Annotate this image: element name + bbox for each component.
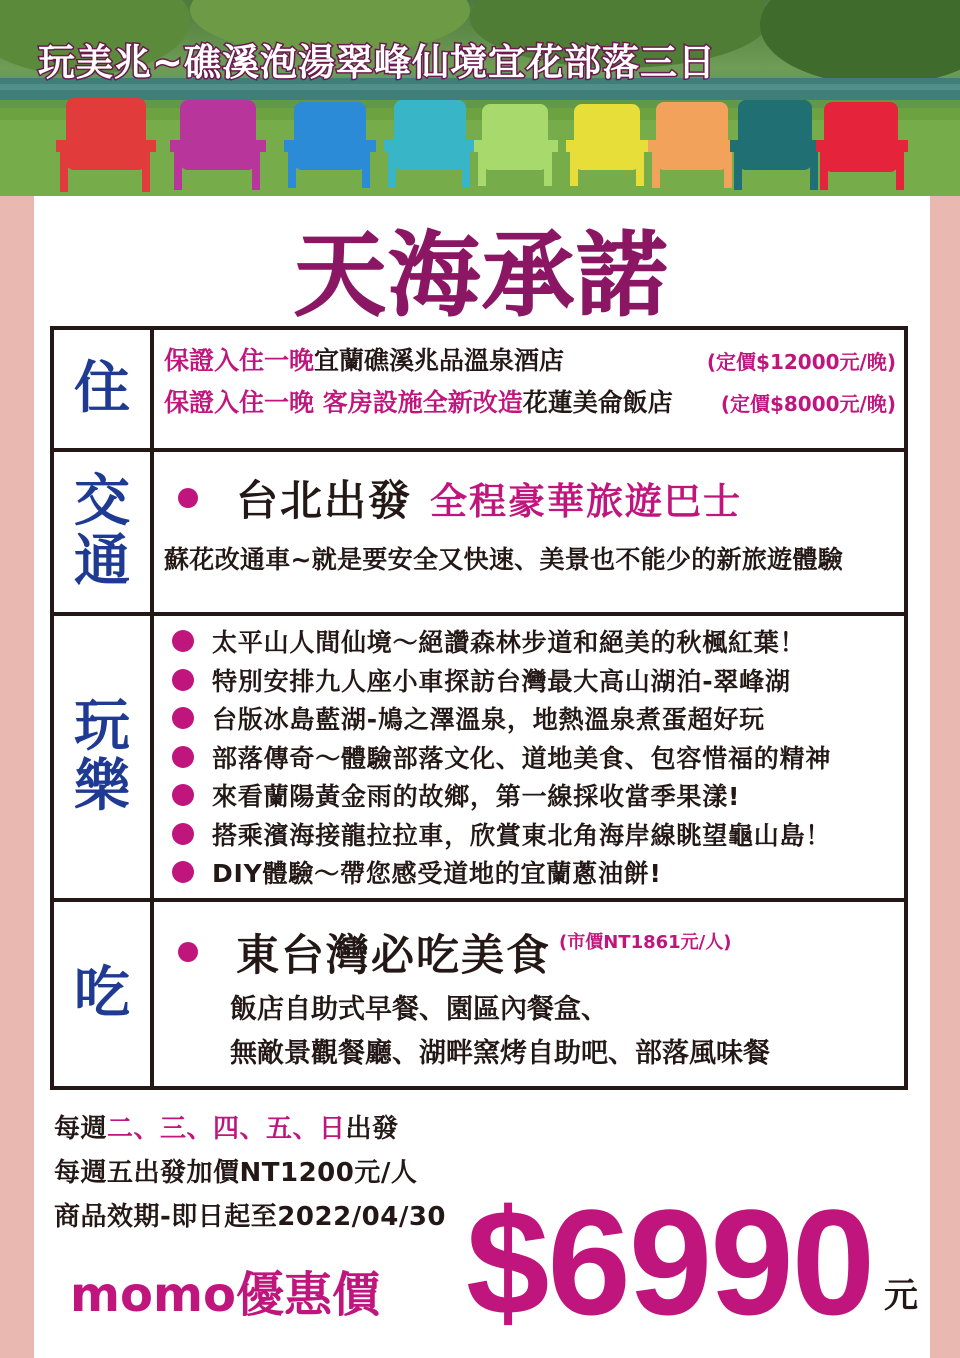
price-unit: 元 [884,1276,918,1316]
food-line-1: 飯店自助式早餐、園區內餐盒、 [230,994,608,1025]
stay-heading-text: 住 [74,355,130,421]
food-title: 東台灣必吃美食 [236,930,551,981]
brand-title: 天海承諾 [293,222,670,329]
play-body [154,616,904,898]
play-heading-char-1: 玩 [74,693,130,759]
bullet-dot-icon [172,630,194,652]
play-row [54,612,904,898]
friday-surcharge: 每週五出發加價NT1200元/人 [54,1158,418,1188]
stay-row [54,330,904,448]
stay-line-2-price: (定價$8000元/晚) [720,392,896,416]
stay-line-2 [164,382,896,424]
bullet-dot-icon [172,669,194,691]
itinerary-table [50,326,908,1090]
promo-price-amount: $6990 [466,1178,874,1346]
stay-line-1 [164,340,896,382]
lake-chairs-photo [0,0,960,196]
list-item [164,622,896,661]
list-item [164,699,896,738]
play-item-text: DIY體驗～帶您感受道地的宜蘭蔥油餅! [212,859,662,889]
play-item-text: 部落傳奇～體驗部落文化、道地美食、包容惜福的精神 [212,743,832,773]
list-item [164,738,896,777]
traffic-main [164,464,896,532]
bullet-dot-icon [172,707,194,729]
traffic-body [154,452,904,612]
traffic-bus: 全程豪華旅遊巴士 [430,480,743,523]
stay-line-2-hotel: 花蓮美侖飯店 [522,388,673,417]
food-main [164,916,896,988]
departure-prefix: 每週 [54,1114,108,1144]
bullet-dot-icon [172,861,194,883]
stay-body [154,330,904,448]
traffic-heading-char-2: 通 [74,529,130,594]
departure-suffix: 出發 [345,1114,399,1144]
play-heading [54,616,154,898]
play-item-text: 太平山人間仙境～絕讚森林步道和絕美的秋楓紅葉！ [212,628,806,658]
departure-days [54,1108,399,1145]
play-item-text: 台版冰島藍湖-鳩之澤溫泉，地熱溫泉煮蛋超好玩 [212,705,765,735]
departure-days-list: 二、三、四、五、日 [107,1114,346,1144]
stay-heading [54,330,154,448]
promo-price-label: momo優惠價 [70,1267,380,1323]
validity-period: 商品效期-即日起至2022/04/30 [54,1202,447,1232]
play-item-text: 搭乘濱海接龍拉拉車，欣賞東北角海岸線眺望龜山島！ [212,820,832,850]
list-item [164,853,896,892]
list-item [164,815,896,854]
list-item [164,776,896,815]
main-panel [34,196,930,1358]
stay-line-1-hotel: 宜蘭礁溪兆品溫泉酒店 [314,346,565,375]
bullet-dot-icon [172,784,194,806]
food-line-2: 無敵景觀餐廳、湖畔窯烤自助吧、部落風味餐 [230,1038,770,1069]
stay-line-2-guarantee: 保證入住一晚 客房設施全新改造 [164,388,523,417]
food-market-price: (市價NT1861元/人) [559,932,732,953]
traffic-departure: 台北出發 [236,476,413,525]
bullet-dot-icon [178,942,198,962]
traffic-heading [54,452,154,612]
play-item-text: 特別安排九人座小車探訪台灣最大高山湖泊-翠峰湖 [212,666,791,696]
stay-line-1-price: (定價$12000元/晚) [706,350,896,374]
traffic-heading-char-1: 交 [74,468,130,534]
play-item-text: 來看蘭陽黃金雨的故鄉，第一線採收當季果漾! [212,782,741,812]
bullet-dot-icon [172,823,194,845]
list-item [164,661,896,700]
bullet-dot-icon [172,746,194,768]
traffic-description: 蘇花改通車~就是要安全又快速、美景也不能少的新旅遊體驗 [164,545,844,574]
bullet-dot-icon [178,488,198,508]
tour-title: 玩美兆~礁溪泡湯翠峰仙境宜花部落三日 [38,41,717,84]
food-row [54,898,904,1086]
hero-banner [0,0,960,196]
food-heading-text: 吃 [74,960,130,1026]
stay-line-1-guarantee: 保證入住一晚 [164,346,315,375]
food-heading [54,902,154,1086]
food-body [154,902,904,1086]
traffic-row [54,448,904,612]
play-heading-char-2: 樂 [74,754,130,819]
